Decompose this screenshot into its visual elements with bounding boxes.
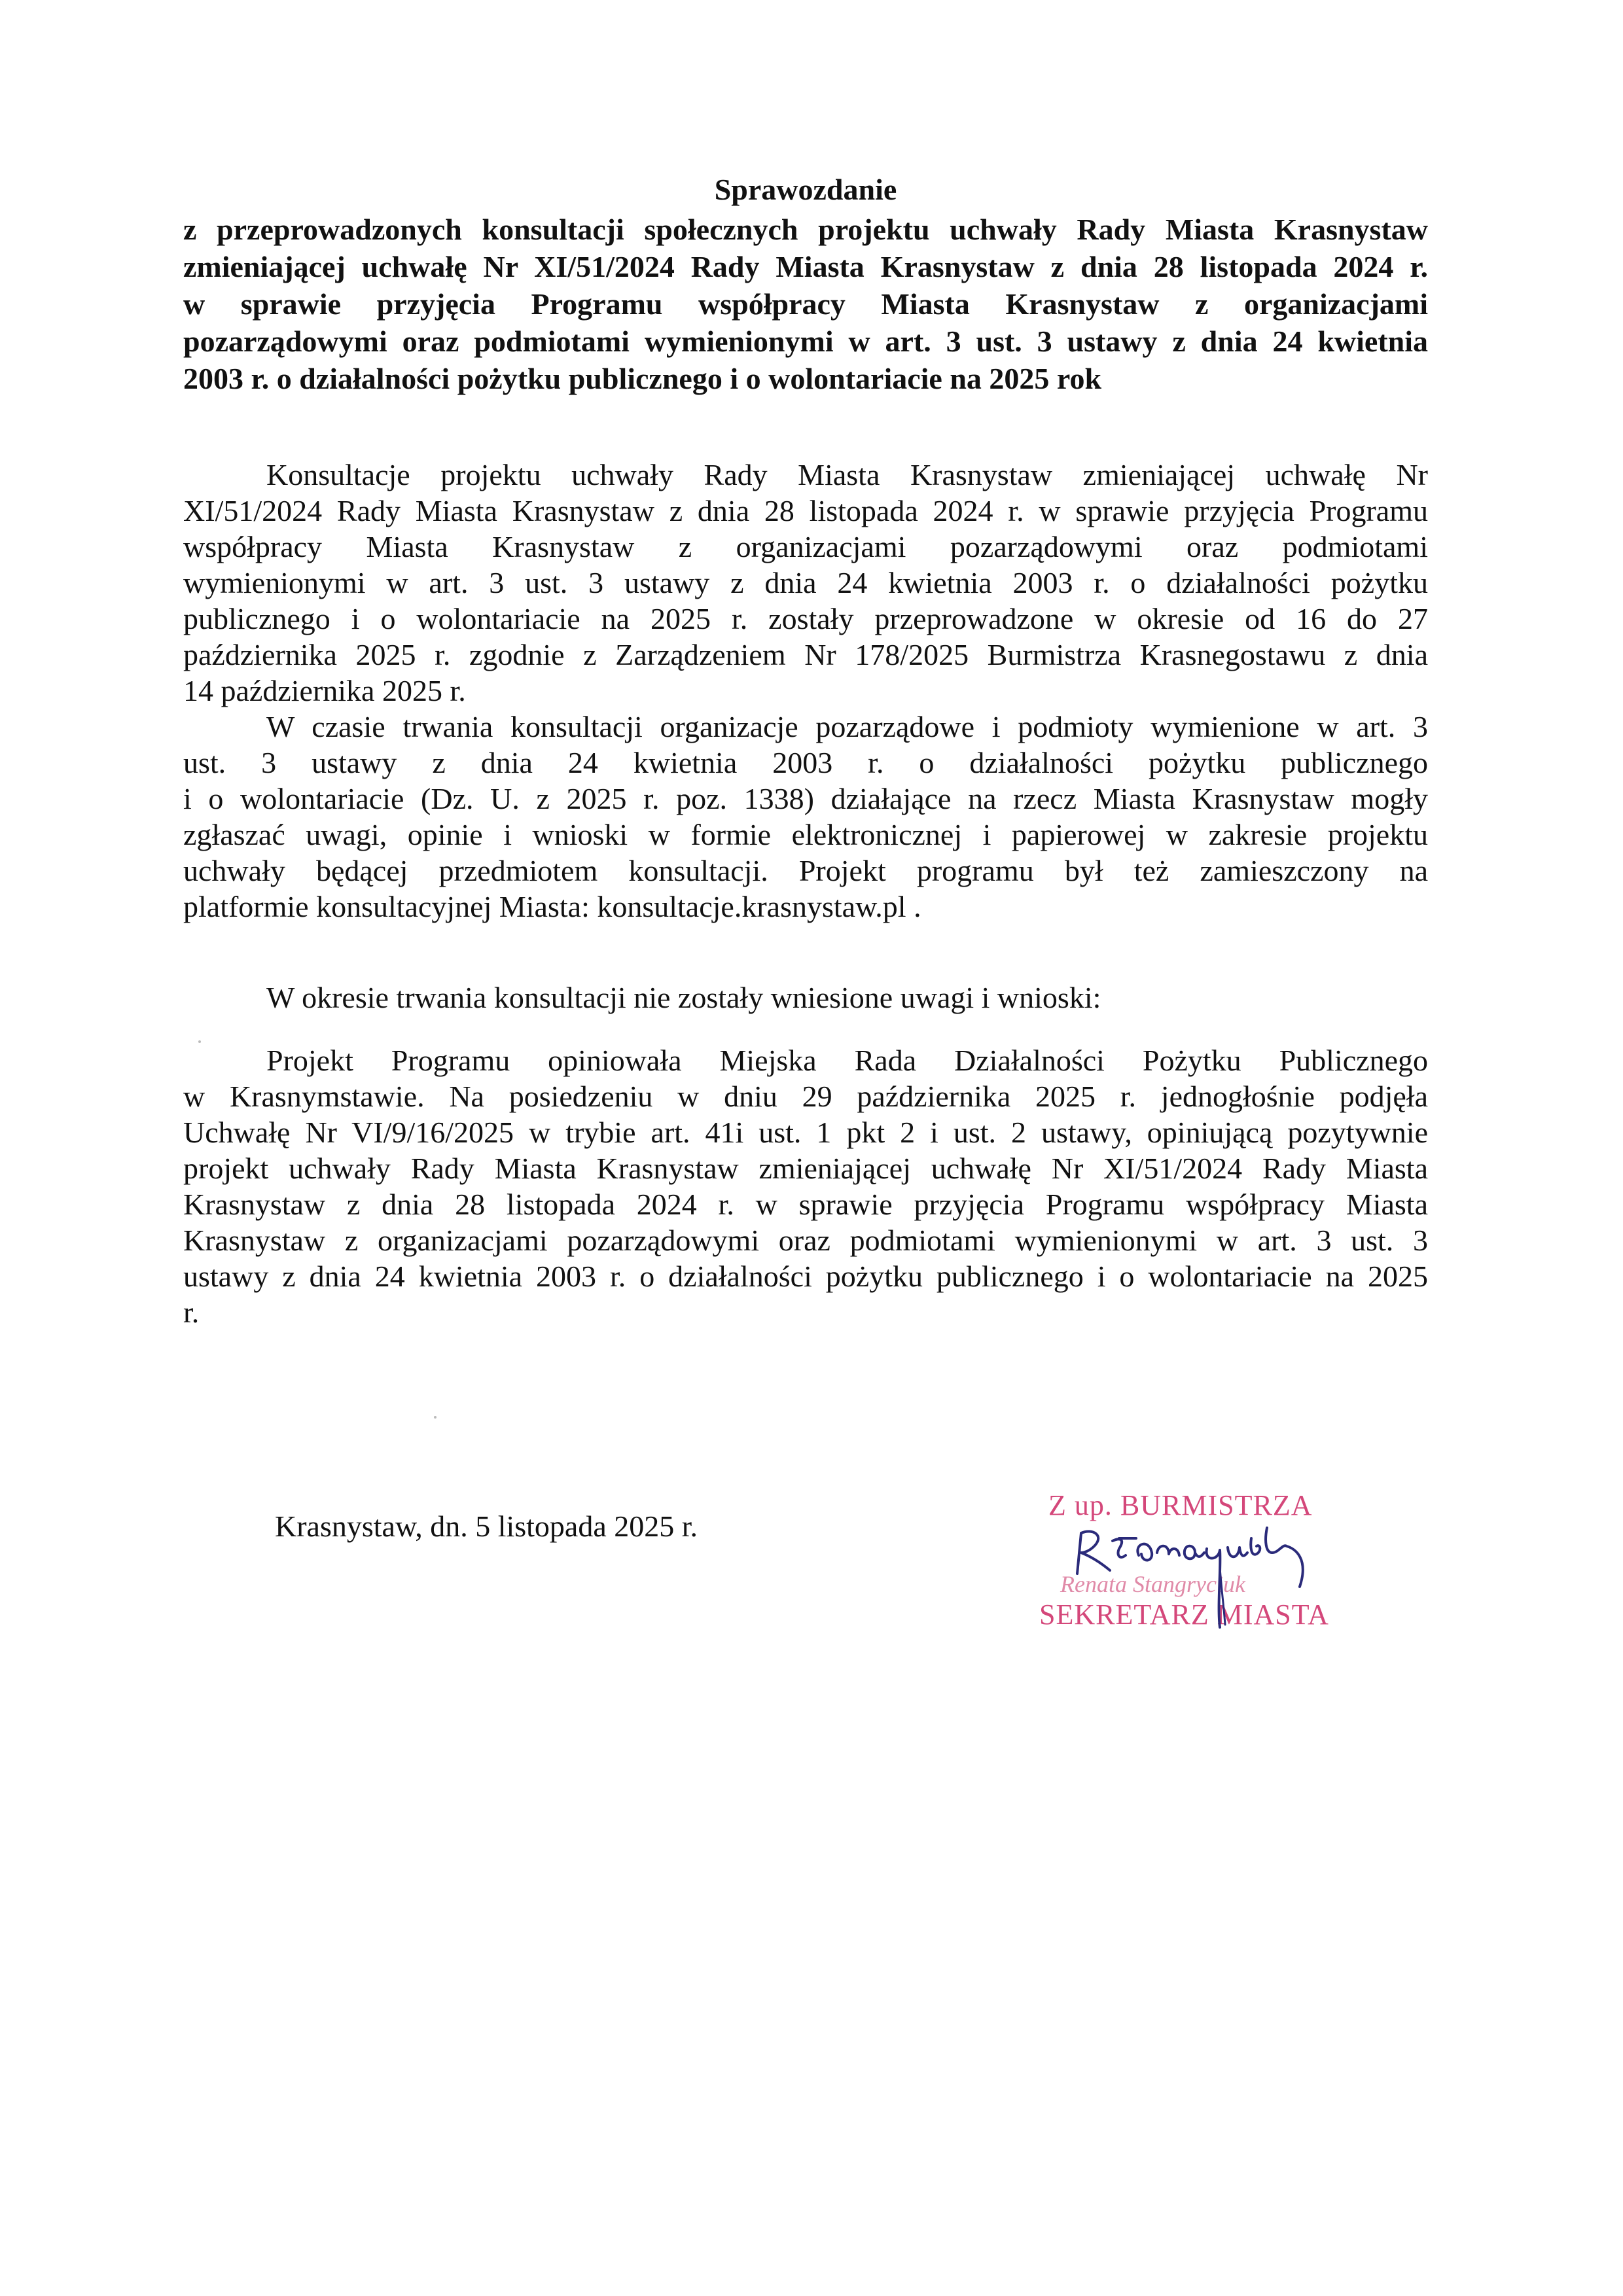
subtitle-line: 2003 r. o działalności pożytku publicznego i o wolontariacie na 2025 rok <box>183 362 1102 395</box>
paragraph-line: W okresie trwania konsultacji nie zostały wniesione uwagi i wnioski: <box>266 981 1101 1014</box>
stamp-line-on-behalf: Z up. BURMISTRZA <box>1048 1489 1313 1521</box>
paragraph-line: Projekt Programu opiniowała Miejska Rada Działalności Pożytku Publicznego <box>266 1044 1428 1077</box>
paragraph-line: ustawy z dnia 24 kwietnia 2003 r. o działalności pożytku publicznego i o wolontariacie na 2025 <box>183 1260 1428 1293</box>
paragraph-line: Uchwałę Nr VI/9/16/2025 w trybie art. 41i ust. 1 pkt 2 i ust. 2 ustawy, opiniującą pozytywnie <box>183 1116 1428 1149</box>
paragraph-line: wymienionymi w art. 3 ust. 3 ustawy z dnia 24 kwietnia 2003 r. o działalności pożytku <box>183 566 1428 599</box>
document-subtitle <box>183 211 1428 397</box>
paragraph-line: XI/51/2024 Rady Miasta Krasnystaw z dnia 28 listopada 2024 r. w sprawie przyjęcia Programu <box>183 494 1428 527</box>
paragraph-line: października 2025 r. zgodnie z Zarządzeniem Nr 178/2025 Burmistrza Krasnegostawu z dnia <box>183 638 1428 671</box>
paragraph-council-opinion <box>183 1042 1428 1330</box>
stamp-line-name: Renata Stangryciuk <box>1060 1571 1245 1597</box>
paragraph-line: 14 października 2025 r. <box>183 674 466 707</box>
paragraph-consultation-period <box>183 457 1428 709</box>
scan-speck <box>198 1040 201 1043</box>
paragraph-line: publicznego i o wolontariacie na 2025 r. zostały przeprowadzone w okresie od 16 do 27 <box>183 602 1428 635</box>
subtitle-line: w sprawie przyjęcia Programu współpracy Miasta Krasnystaw z organizacjami <box>183 287 1428 321</box>
paragraph-line: r. <box>183 1296 200 1329</box>
paragraph-line: Krasnystaw z dnia 28 listopada 2024 r. w sprawie przyjęcia Programu współpracy Miasta <box>183 1188 1428 1221</box>
paragraph-line: Konsultacje projektu uchwały Rady Miasta Krasnystaw zmieniającej uchwałę Nr <box>266 458 1428 491</box>
paragraph-line: W czasie trwania konsultacji organizacje pozarządowe i podmioty wymienione w art. 3 <box>266 710 1428 743</box>
place-and-date: Krasnystaw, dn. 5 listopada 2025 r. <box>275 1510 698 1543</box>
stamp-line-position: SEKRETARZ MIASTA <box>1039 1598 1329 1631</box>
paragraph-line: w Krasnymstawie. Na posiedzeniu w dniu 29 października 2025 r. jednogłośnie podjęła <box>183 1080 1428 1113</box>
paragraph-line: współpracy Miasta Krasnystaw z organizacjami pozarządowymi oraz podmiotami <box>183 530 1428 563</box>
subtitle-line: zmieniającej uchwałę Nr XI/51/2024 Rady Miasta Krasnystaw z dnia 28 listopada 2024 r. <box>183 250 1428 283</box>
paragraph-line: Krasnystaw z organizacjami pozarządowymi oraz podmiotami wymienionymi w art. 3 ust. 3 <box>183 1224 1428 1257</box>
subtitle-line: pozarządowymi oraz podmiotami wymienionymi w art. 3 ust. 3 ustawy z dnia 24 kwietnia <box>183 325 1428 358</box>
paragraph-consultation-participants <box>183 709 1428 925</box>
subtitle-line: z przeprowadzonych konsultacji społecznych projektu uchwały Rady Miasta Krasnystaw <box>183 213 1428 246</box>
scan-speck <box>434 1416 437 1419</box>
paragraph-line: projekt uchwały Rady Miasta Krasnystaw zmieniającej uchwałę Nr XI/51/2024 Rady Miasta <box>183 1152 1428 1185</box>
official-stamp <box>1021 1475 1348 1639</box>
paragraph-line: i o wolontariacie (Dz. U. z 2025 r. poz. 1338) działające na rzecz Miasta Krasnystaw mogły <box>183 782 1428 815</box>
paragraph-line: uchwały będącej przedmiotem konsultacji. Projekt programu był też zamieszczony na <box>183 854 1428 887</box>
paragraph-no-comments <box>183 980 1428 1016</box>
paragraph-line: platformie konsultacyjnej Miasta: konsultacje.krasnystaw.pl . <box>183 890 921 923</box>
document-title: Sprawozdanie <box>714 173 897 206</box>
paragraph-line: ust. 3 ustawy z dnia 24 kwietnia 2003 r. o działalności pożytku publicznego <box>183 746 1428 779</box>
handwritten-signature-icon <box>1021 1475 1348 1639</box>
paragraph-line: zgłaszać uwagi, opinie i wnioski w formie elektronicznej i papierowej w zakresie projektu <box>183 818 1428 851</box>
